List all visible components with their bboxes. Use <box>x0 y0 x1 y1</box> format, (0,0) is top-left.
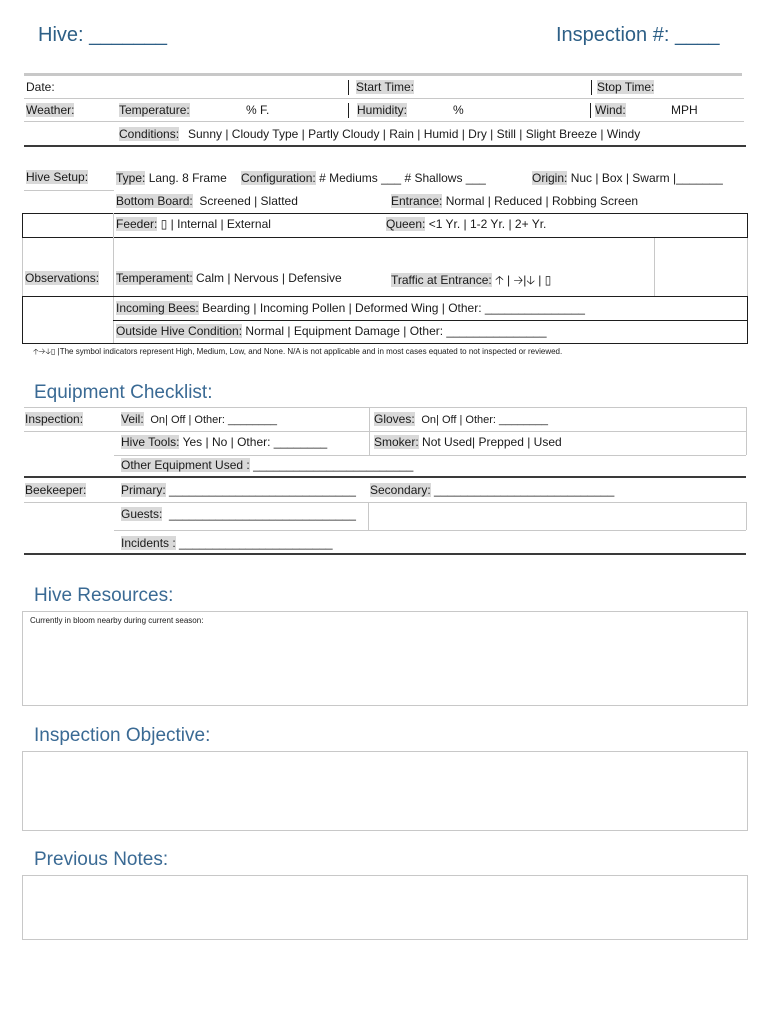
smoker-value[interactable]: Not Used| Prepped | Used <box>422 435 562 449</box>
arrow-up-icon: 🡡 <box>33 347 39 356</box>
arrow-down-icon: 🡣 <box>45 347 51 356</box>
row-rule <box>114 455 746 456</box>
entrance-value[interactable]: Normal | Reduced | Robbing Screen <box>445 194 639 208</box>
inspection-number[interactable]: Inspection #: ____ <box>556 24 720 46</box>
divider <box>348 80 349 95</box>
row-rule <box>114 530 746 531</box>
bottom-board-label: Bottom Board: <box>116 194 193 208</box>
secondary-label: Secondary: <box>370 483 431 497</box>
observations-label: Observations: <box>25 271 100 285</box>
gloves-field[interactable] <box>374 412 548 426</box>
temperament-label: Temperament: <box>116 271 193 285</box>
divider <box>591 80 592 95</box>
inspection-objective-box[interactable] <box>22 751 748 831</box>
configuration-value[interactable]: # Mediums ___ # Shallows ___ <box>319 171 486 185</box>
veil-value[interactable]: On| Off | Other: ________ <box>150 414 277 426</box>
outside-condition-value[interactable]: Normal | Equipment Damage | Other: _______________ <box>245 324 547 338</box>
section-rule <box>24 553 746 555</box>
bloom-note: Currently in bloom nearby during current season: <box>30 616 204 625</box>
bottom-board-value[interactable]: Screened | Slatted <box>199 194 298 208</box>
entrance-field[interactable] <box>391 194 638 208</box>
inspection-objective-heading: Inspection Objective: <box>34 725 211 746</box>
primary-field[interactable] <box>121 483 356 497</box>
conditions-label: Conditions: <box>119 127 180 141</box>
temperature-unit[interactable]: % F. <box>246 103 270 117</box>
bottom-board-field[interactable] <box>116 194 298 208</box>
type-value[interactable]: Lang. 8 Frame <box>148 171 227 185</box>
row-rule <box>24 431 746 432</box>
gloves-value[interactable]: On| Off | Other: ________ <box>421 414 548 426</box>
hive-title[interactable]: Hive: _______ <box>38 24 167 46</box>
header-rule <box>24 73 742 76</box>
humidity-unit[interactable]: % <box>453 103 464 117</box>
divider <box>368 502 369 530</box>
configuration-field[interactable] <box>241 171 486 185</box>
divider <box>747 238 748 296</box>
queen-value[interactable]: <1 Yr. | 1-2 Yr. | 2+ Yr. <box>428 217 547 231</box>
origin-field[interactable] <box>532 171 723 185</box>
section-rule <box>24 476 746 478</box>
legend-note: |The symbol indicators represent High, Medium, Low, and None. N/A is not applicable and in most cases equated to not inspected or reviewed. <box>57 347 563 356</box>
incidents-value[interactable]: _______________________ <box>179 536 333 550</box>
smoker-field[interactable] <box>374 435 562 449</box>
entrance-label: Entrance: <box>391 194 443 208</box>
guests-label: Guests: <box>121 507 163 521</box>
configuration-label: Configuration: <box>241 171 316 185</box>
row-rule <box>24 190 114 191</box>
guests-field[interactable] <box>121 507 356 521</box>
feeder-label: Feeder: <box>116 217 158 231</box>
weather-label: Weather: <box>26 103 75 117</box>
other-equipment-label: Other Equipment Used : <box>121 458 250 472</box>
hive-resources-heading: Hive Resources: <box>34 585 174 606</box>
veil-label: Veil: <box>121 412 144 426</box>
divider <box>746 407 747 455</box>
divider <box>654 238 655 296</box>
row-rule <box>113 320 747 321</box>
arrow-down-icon[interactable]: 🡣 <box>526 273 535 287</box>
temperament-field[interactable] <box>116 271 342 285</box>
incidents-field[interactable] <box>121 536 333 550</box>
hive-tools-value[interactable]: Yes | No | Other: ________ <box>182 435 328 449</box>
traffic-label: Traffic at Entrance: <box>391 273 492 287</box>
other-equipment-field[interactable] <box>121 458 413 472</box>
smoker-label: Smoker: <box>374 435 419 449</box>
secondary-field[interactable] <box>370 483 614 497</box>
row-rule <box>24 98 744 99</box>
origin-value[interactable]: Nuc | Box | Swarm |_______ <box>570 171 723 185</box>
row-rule <box>24 121 744 122</box>
divider <box>746 502 747 530</box>
divider <box>590 103 591 118</box>
primary-value[interactable]: ____________________________ <box>169 483 356 497</box>
conditions-options[interactable]: Sunny | Cloudy Type | Partly Cloudy | Rain | Humid | Dry | Still | Slight Breeze | Windy <box>188 127 641 141</box>
previous-notes-heading: Previous Notes: <box>34 849 169 870</box>
divider <box>22 238 23 296</box>
type-field[interactable] <box>116 171 227 185</box>
incoming-bees-value[interactable]: Bearding | Incoming Pollen | Deformed Wing | Other: _______________ <box>202 301 585 315</box>
traffic-field[interactable]: Traffic at Entrance: 🡡 | 🡢|🡣 | ▯ <box>391 273 552 287</box>
guests-value[interactable]: ____________________________ <box>169 507 356 521</box>
outside-condition-label: Outside Hive Condition: <box>116 324 243 338</box>
divider <box>348 103 349 118</box>
incoming-bees-field[interactable] <box>116 301 585 315</box>
symbol-legend <box>33 346 562 360</box>
incoming-bees-label: Incoming Bees: <box>116 301 199 315</box>
row-rule <box>24 407 746 408</box>
type-label: Type: <box>116 171 146 185</box>
previous-notes-box[interactable] <box>22 875 748 940</box>
hive-resources-box[interactable] <box>22 611 748 706</box>
hive-tools-field[interactable] <box>121 435 327 449</box>
stop-time-label: Stop Time: <box>597 80 655 94</box>
date-label: Date: <box>26 80 55 94</box>
primary-label: Primary: <box>121 483 166 497</box>
wind-unit[interactable]: MPH <box>671 103 698 117</box>
arrow-right-icon[interactable]: 🡢 <box>513 273 524 287</box>
arrow-right-icon: 🡢 <box>38 347 46 356</box>
origin-label: Origin: <box>532 171 568 185</box>
start-time-label: Start Time: <box>356 80 415 94</box>
row-rule <box>24 502 746 503</box>
equipment-heading: Equipment Checklist: <box>34 382 213 403</box>
beekeeper-label: Beekeeper: <box>25 483 87 497</box>
secondary-value[interactable]: ___________________________ <box>434 483 615 497</box>
feeder-field[interactable] <box>116 217 271 231</box>
outside-condition-field[interactable] <box>116 324 547 338</box>
humidity-label: Humidity: <box>357 103 408 117</box>
checkbox-icon[interactable]: ▯ <box>160 217 168 231</box>
hive-tools-label: Hive Tools: <box>121 435 180 449</box>
veil-field[interactable] <box>121 412 277 426</box>
none-symbol-icon[interactable]: ▯ <box>544 273 552 287</box>
none-symbol-icon: ▯ <box>51 347 56 356</box>
other-equipment-value[interactable]: ________________________ <box>253 458 414 472</box>
divider <box>113 213 114 238</box>
hive-setup-label: Hive Setup: <box>26 170 89 184</box>
incidents-label: Incidents : <box>121 536 176 550</box>
gloves-label: Gloves: <box>374 412 415 426</box>
queen-field[interactable] <box>386 217 546 231</box>
arrow-up-icon[interactable]: 🡡 <box>495 273 504 287</box>
feeder-value[interactable]: | Internal | External <box>170 217 271 231</box>
temperature-label: Temperature: <box>119 103 190 117</box>
queen-label: Queen: <box>386 217 426 231</box>
temperament-value[interactable]: Calm | Nervous | Defensive <box>196 271 342 285</box>
wind-label: Wind: <box>595 103 626 117</box>
section-rule <box>24 145 746 147</box>
inspection-label: Inspection: <box>25 412 84 426</box>
